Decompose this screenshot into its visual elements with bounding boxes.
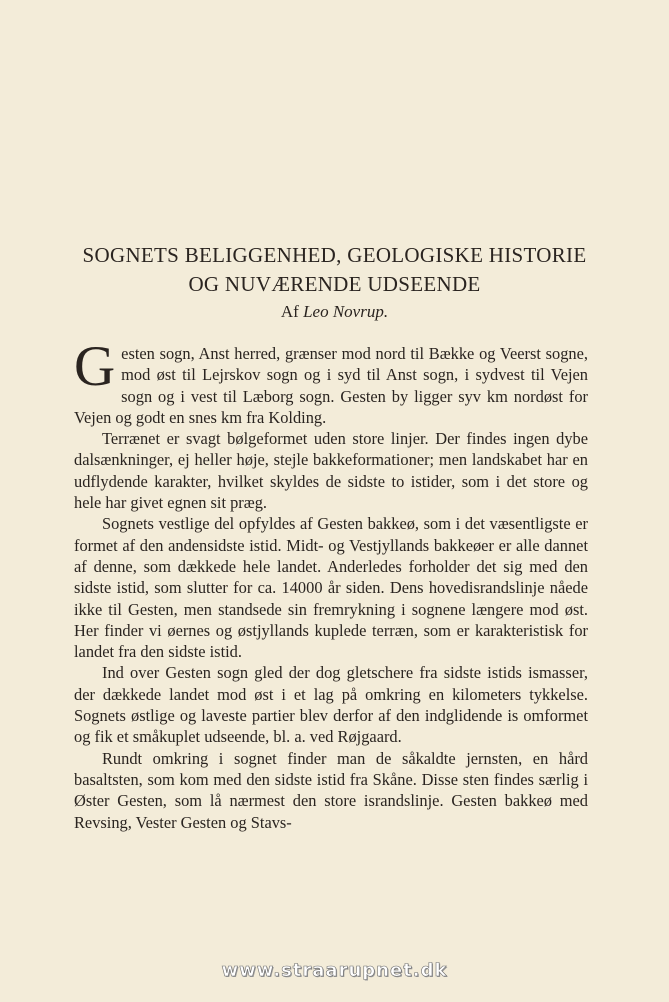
watermark-text: www.straarupnet.dk [221,960,448,981]
drop-cap: G [74,335,116,398]
article-body [74,335,588,833]
paragraph-1 [74,335,588,428]
byline-author: Leo Novrup. [303,302,389,321]
byline-prefix: Af [280,302,299,321]
byline [40,302,629,322]
paragraph-3: Sognets vestlige del opfyldes af Gesten bakkeø, som i det væsentligste er formet af den andensidste istid. Midt- og Vestjyllands bakkeøer er alle dannet af denne, som dækkede hele landet. Anderledes forholder det sig med den sidste istid, som slutter for ca. 14000 år siden. Dens hovedisrandslinje nåede ikke til Gesten, men standsede sin fremrykning i sognene længere mod øst. Her finder vi øernes og østjyllands kuplede terræn, som er karakteristisk for landet fra den sidste istid. [74,514,588,662]
paragraph-4: Ind over Gesten sogn gled der dog gletschere fra sidste istids ismasser, der dækkede landet mod øst i et lag på omkring en kilometers tykkelse. Sognets østlige og laveste partier blev derfor af den indglidende is omformet og fik et småkuplet udseende, bl. a. ved Røjgaard. [74,663,588,747]
article-title-line-1: SOGNETS BELIGGENHED, GEOLOGISKE HISTORIE [82,243,587,267]
paragraph-1-text: esten sogn, Anst herred, grænser mod nord til Bække og Veerst sogne, mod øst til Lejrskov sogn og i syd til Anst sogn, i sydvest til Vejen sogn og i vest til Læborg sogn. Gesten by ligger syv km nordøst for Vejen og godt en snes km fra Kolding. [74,344,588,427]
paragraph-2: Terrænet er svagt bølgeformet uden store linjer. Der findes ingen dybe dalsænkninger, ej heller høje, stejle bakkeformationer; men landskabet har en udflydende karakter, hvilket skyldes de sidste to istider, som i det store og hele har givet egnen sit præg. [74,429,588,513]
article-title-line-2: OG NUVÆRENDE UDSEENDE [188,272,481,296]
paragraph-5: Rundt omkring i sognet finder man de såkaldte jernsten, en hård basaltsten, som kom med den sidste istid fra Skåne. Disse sten findes særlig i Øster Gesten, som lå nærmest den store israndslinje. Gesten bakkeø med Revsing, Vester Gesten og Stavs- [74,748,588,832]
